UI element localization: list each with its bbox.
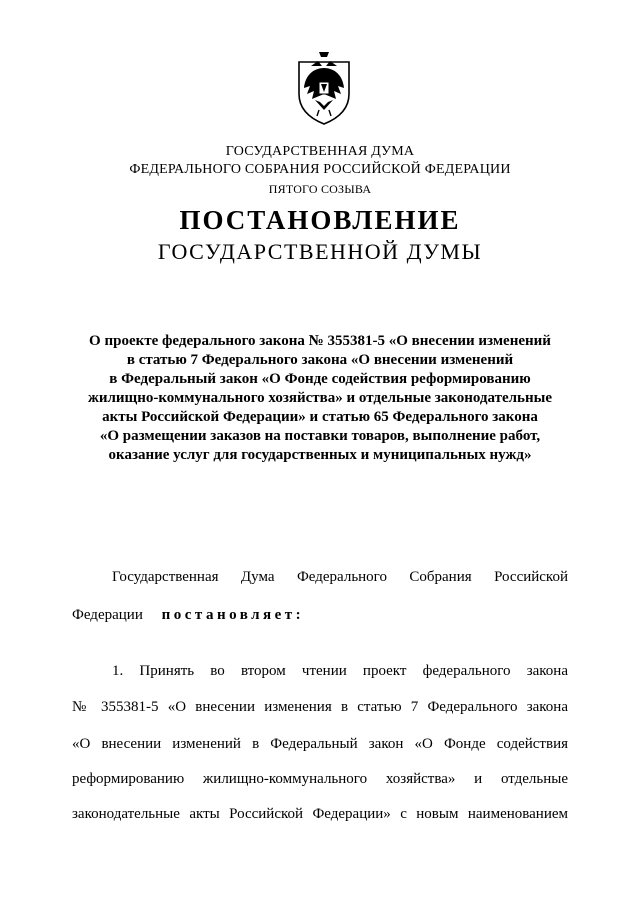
subject-line: О проекте федерального закона № 355381-5 «О внесении изменений	[89, 333, 551, 349]
subject-line: жилищно-коммунального хозяйства» и отдельные законодательные	[87, 390, 552, 406]
document-subtitle: ГОСУДАРСТВЕННОЙ ДУМЫ	[157, 239, 483, 264]
item-1-line: законодательные акты Российской Федерации» с новым наименованием	[72, 806, 568, 822]
item-1-line: «О внесении изменений в Федеральный закон «О Фонде содействия	[72, 736, 568, 752]
item-1-line: № 355381-5 «О внесении изменения в статью 7 Федерального закона	[72, 699, 568, 715]
item-1-line: реформированию жилищно-коммунального хозяйства» и отдельные	[72, 771, 568, 787]
item-1-line: 1. Принять во втором чтении проект федерального закона	[112, 663, 568, 679]
subject-line: оказание услуг для государственных и муниципальных нужд»	[108, 447, 532, 463]
preamble-line	[72, 605, 568, 625]
subject-line: в статью 7 Федерального закона «О внесении изменений	[126, 352, 514, 368]
subject-heading	[60, 332, 580, 465]
resolution-verb: постановляет:	[161, 607, 305, 623]
preamble-line: Государственная Дума Федерального Собрания Российской	[112, 569, 568, 585]
russian-coat-of-arms-icon	[293, 44, 355, 128]
subject-line: «О размещении заказов на поставки товаров, выполнение работ,	[99, 428, 541, 444]
subject-line: в Федеральный закон «О Фонде содействия реформированию	[109, 371, 531, 387]
subject-line: акты Российской Федерации» и статью 65 Федерального закона	[102, 409, 538, 425]
org-name-line-1: ГОСУДАРСТВЕННАЯ ДУМА	[225, 144, 415, 159]
preamble-text: Федерации	[72, 607, 143, 623]
org-name-line-2: ФЕДЕРАЛЬНОГО СОБРАНИЯ РОССИЙСКОЙ ФЕДЕРАЦИИ	[129, 162, 511, 177]
convocation-line: ПЯТОГО СОЗЫВА	[268, 182, 372, 196]
document-title: ПОСТАНОВЛЕНИЕ	[179, 205, 461, 235]
